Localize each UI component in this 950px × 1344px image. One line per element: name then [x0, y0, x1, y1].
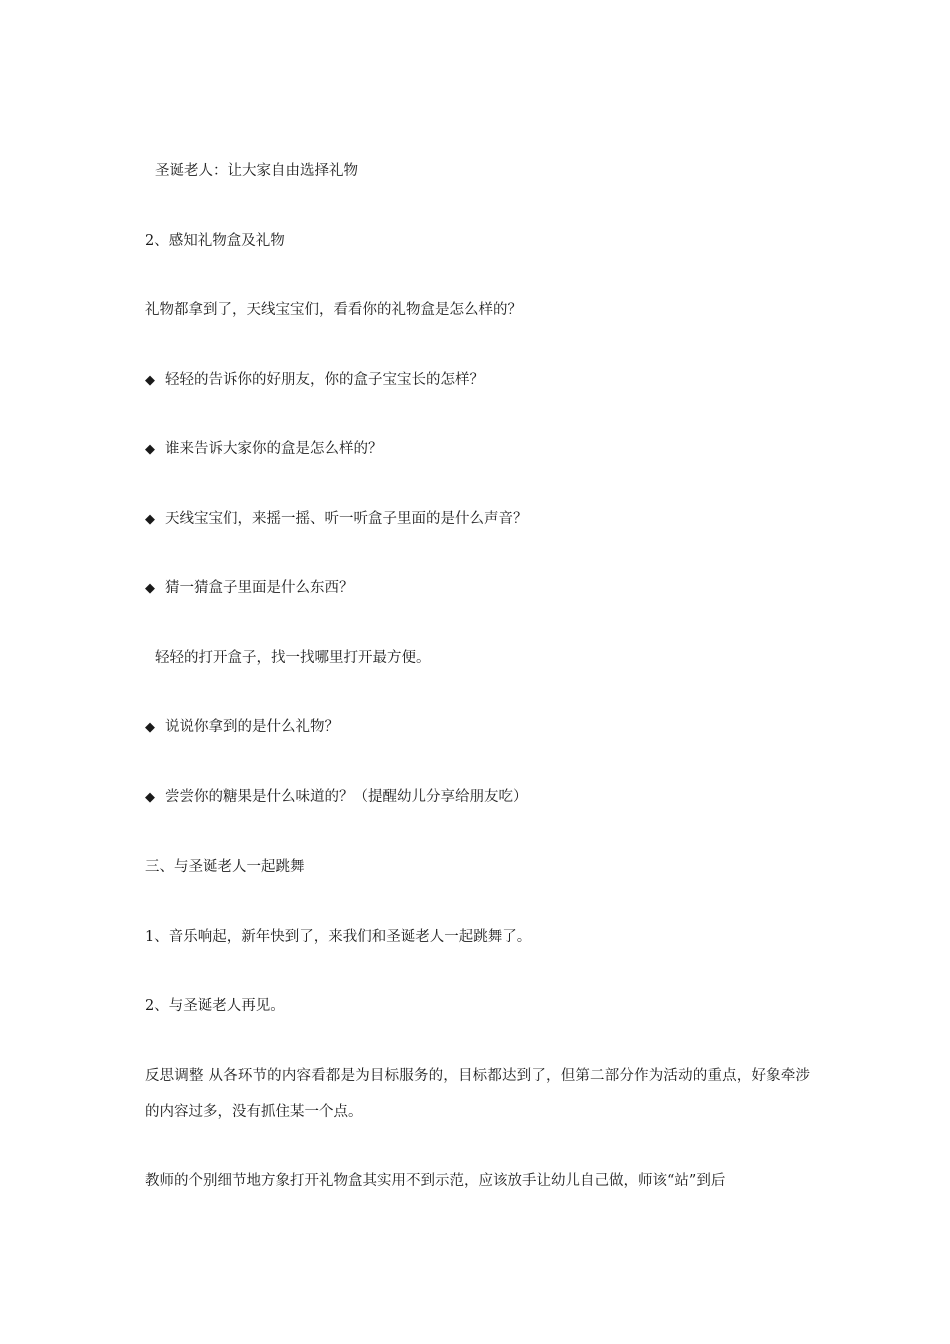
text-line [145, 299, 810, 321]
line-text: 礼物都拿到了，天线宝宝们，看看你的礼物盒是怎么样的？ [145, 302, 522, 318]
bullet-item [145, 438, 810, 461]
text-line [155, 647, 820, 669]
text-line [145, 926, 810, 948]
reflection-paragraph: 反思调整 从各环节的内容看都是为目标服务的，目标都达到了，但第二部分作为活动的重点，好象牵涉的内容过多，没有抓住某一个点。 [145, 1068, 810, 1120]
diamond-bullet-icon: ◆ [145, 581, 155, 596]
diamond-bullet-icon: ◆ [145, 720, 155, 735]
line-text: 轻轻的告诉你的好朋友，你的盒子宝宝长的怎样？ [165, 372, 484, 388]
diamond-bullet-icon: ◆ [145, 790, 155, 805]
section-heading [145, 230, 810, 252]
text-line [145, 995, 810, 1017]
line-text: 2、感知礼物盒及礼物 [145, 233, 285, 249]
line-text: 尝尝你的糖果是什么味道的？（提醒幼儿分享给朋友吃） [165, 789, 528, 805]
diamond-bullet-icon: ◆ [145, 373, 155, 388]
diamond-bullet-icon: ◆ [145, 442, 155, 457]
diamond-bullet-icon: ◆ [145, 512, 155, 527]
line-text: 轻轻的打开盒子，找一找哪里打开最方便。 [155, 650, 431, 666]
bullet-item [145, 786, 810, 809]
line-text: 谁来告诉大家你的盒是怎么样的？ [165, 441, 383, 457]
section-heading [145, 856, 810, 878]
line-text: 1、音乐响起，新年快到了，来我们和圣诞老人一起跳舞了。 [145, 929, 532, 945]
text-line [155, 160, 820, 182]
line-text: 圣诞老人：让大家自由选择礼物 [155, 163, 358, 179]
bullet-item [145, 369, 810, 392]
text-line [145, 1170, 810, 1192]
line-text: 天线宝宝们，来摇一摇、听一听盒子里面的是什么声音？ [165, 511, 528, 527]
line-text: 三、与圣诞老人一起跳舞 [145, 859, 305, 875]
bullet-item [145, 508, 810, 531]
bullet-item [145, 716, 810, 739]
line-text: 说说你拿到的是什么礼物？ [165, 719, 339, 735]
line-text: 2、与圣诞老人再见。 [145, 998, 285, 1014]
bullet-item [145, 577, 810, 600]
line-text: 教师的个别细节地方象打开礼物盒其实用不到示范，应该放手让幼儿自己做，师该“站”到后 [145, 1173, 726, 1189]
line-text: 猜一猜盒子里面是什么东西？ [165, 580, 354, 596]
